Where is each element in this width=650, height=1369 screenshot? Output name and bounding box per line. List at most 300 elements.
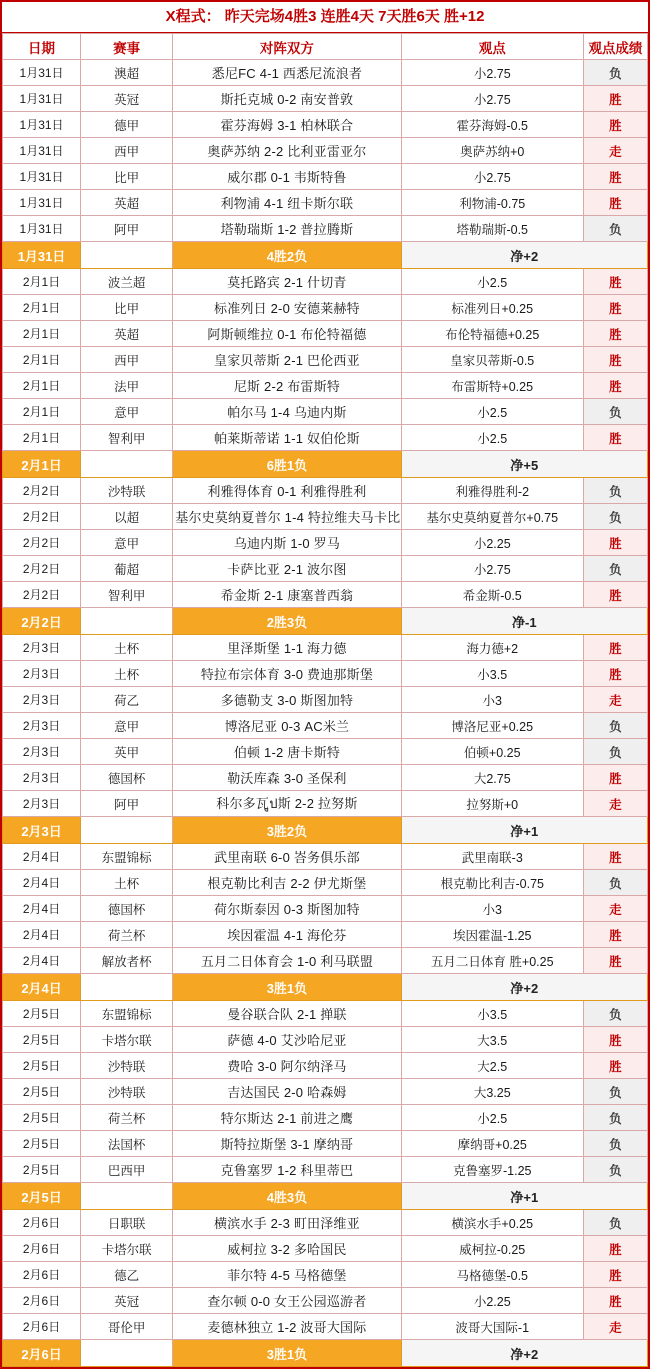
cell-result: 负 [583,504,647,530]
summary-spacer [81,1183,173,1210]
summary-stat: 2胜3负 [173,608,401,635]
cell-result: 胜 [583,661,647,687]
cell-result: 负 [583,1157,647,1183]
cell-match: 卡萨比亚 2-1 波尔图 [173,556,401,582]
cell-league: 东盟锦标 [81,844,173,870]
cell-date: 2月5日 [3,1131,81,1157]
table-row [3,922,648,948]
table-row [3,582,648,608]
summary-stat: 3胜2负 [173,817,401,844]
cell-league: 日职联 [81,1210,173,1236]
cell-date: 2月5日 [3,1105,81,1131]
cell-league: 西甲 [81,347,173,373]
summary-date: 1月31日 [3,242,81,269]
page-title: X程式： 昨天完场4胜3 连胜4天 7天胜6天 胜+12 [2,2,648,33]
cell-view: 小3 [401,896,583,922]
cell-match: 曼谷联合队 2-1 掸联 [173,1001,401,1027]
cell-match: 荷尔斯泰因 0-3 斯图加特 [173,896,401,922]
cell-match: 博洛尼亚 0-3 AC米兰 [173,713,401,739]
cell-league: 英超 [81,321,173,347]
table-row [3,373,648,399]
cell-result: 负 [583,399,647,425]
table-row [3,791,648,817]
table-row [3,765,648,791]
cell-result: 胜 [583,86,647,112]
table-row [3,530,648,556]
table-row [3,948,648,974]
cell-view: 利物浦-0.75 [401,190,583,216]
cell-result: 胜 [583,1053,647,1079]
cell-match: 标准列日 2-0 安德莱赫特 [173,295,401,321]
cell-result: 胜 [583,765,647,791]
cell-league: 土杯 [81,870,173,896]
cell-date: 2月2日 [3,530,81,556]
cell-league: 法国杯 [81,1131,173,1157]
cell-date: 2月3日 [3,635,81,661]
cell-match: 斯托克城 0-2 南安普敦 [173,86,401,112]
cell-match: 克鲁塞罗 1-2 科里蒂巴 [173,1157,401,1183]
table-row [3,295,648,321]
cell-result: 胜 [583,1027,647,1053]
summary-net: 净+2 [401,242,647,269]
cell-league: 德国杯 [81,765,173,791]
cell-view: 拉努斯+0 [401,791,583,817]
cell-date: 2月5日 [3,1157,81,1183]
cell-date: 2月3日 [3,661,81,687]
cell-match: 费哈 3-0 阿尔纳泽马 [173,1053,401,1079]
summary-spacer [81,451,173,478]
cell-league: 荷兰杯 [81,1105,173,1131]
cell-result: 负 [583,1210,647,1236]
cell-result: 负 [583,1001,647,1027]
table-row [3,1079,648,1105]
summary-spacer [81,817,173,844]
table-row [3,1027,648,1053]
cell-league: 东盟锦标 [81,1001,173,1027]
cell-result: 胜 [583,530,647,556]
summary-net: 净+2 [401,974,647,1001]
cell-match: 多德勒支 3-0 斯图加特 [173,687,401,713]
cell-match: 横滨水手 2-3 町田泽维亚 [173,1210,401,1236]
cell-view: 利雅得胜利-2 [401,478,583,504]
table-row [3,661,648,687]
cell-match: 霍芬海姆 3-1 柏林联合 [173,112,401,138]
summary-stat: 4胜2负 [173,242,401,269]
cell-result: 负 [583,1105,647,1131]
cell-match: 麦德林独立 1-2 波哥大国际 [173,1314,401,1340]
table-row [3,1105,648,1131]
cell-match: 五月二日体育会 1-0 利马联盟 [173,948,401,974]
cell-result: 胜 [583,1262,647,1288]
table-row [3,844,648,870]
cell-date: 2月2日 [3,478,81,504]
cell-view: 小3.5 [401,1001,583,1027]
cell-match: 利雅得体育 0-1 利雅得胜利 [173,478,401,504]
cell-match: 奥萨苏纳 2-2 比利亚雷亚尔 [173,138,401,164]
cell-result: 胜 [583,582,647,608]
cell-view: 小2.5 [401,399,583,425]
cell-view: 大3.25 [401,1079,583,1105]
cell-view: 伯顿+0.25 [401,739,583,765]
table-row [3,504,648,530]
summary-net: 净+5 [401,451,647,478]
summary-spacer [81,1340,173,1367]
cell-league: 西甲 [81,138,173,164]
summary-stat: 4胜3负 [173,1183,401,1210]
cell-match: 塔勒瑞斯 1-2 普拉腾斯 [173,216,401,242]
cell-view: 小2.5 [401,269,583,295]
summary-row [3,242,648,269]
cell-league: 以超 [81,504,173,530]
cell-result: 负 [583,739,647,765]
cell-date: 2月1日 [3,399,81,425]
summary-net: 净-1 [401,608,647,635]
summary-row [3,451,648,478]
cell-date: 2月4日 [3,922,81,948]
table-row [3,1236,648,1262]
cell-view: 布雷斯特+0.25 [401,373,583,399]
cell-date: 2月6日 [3,1236,81,1262]
summary-row [3,1340,648,1367]
cell-match: 特拉布宗体育 3-0 费迪那斯堡 [173,661,401,687]
cell-date: 1月31日 [3,216,81,242]
cell-result: 负 [583,60,647,86]
cell-date: 1月31日 [3,138,81,164]
table-row [3,635,648,661]
summary-net: 净+2 [401,1340,647,1367]
cell-view: 埃因霍温-1.25 [401,922,583,948]
cell-view: 博洛尼亚+0.25 [401,713,583,739]
column-header-date: 日期 [3,34,81,60]
cell-date: 2月4日 [3,844,81,870]
cell-view: 克鲁塞罗-1.25 [401,1157,583,1183]
cell-league: 土杯 [81,635,173,661]
cell-view: 海力德+2 [401,635,583,661]
summary-spacer [81,242,173,269]
cell-league: 比甲 [81,295,173,321]
cell-match: 乌迪内斯 1-0 罗马 [173,530,401,556]
cell-match: 斯特拉斯堡 3-1 摩纳哥 [173,1131,401,1157]
table-row [3,399,648,425]
cell-date: 2月1日 [3,347,81,373]
table-row [3,216,648,242]
cell-match: 帕尔马 1-4 乌迪内斯 [173,399,401,425]
cell-date: 1月31日 [3,164,81,190]
cell-league: 荷兰杯 [81,922,173,948]
cell-date: 2月6日 [3,1262,81,1288]
cell-date: 2月2日 [3,504,81,530]
cell-league: 沙特联 [81,478,173,504]
cell-view: 小3.5 [401,661,583,687]
cell-league: 土杯 [81,661,173,687]
table-row [3,1210,648,1236]
cell-league: 德乙 [81,1262,173,1288]
table-row [3,556,648,582]
cell-result: 负 [583,216,647,242]
cell-league: 智利甲 [81,425,173,451]
cell-view: 大2.75 [401,765,583,791]
cell-match: 科尔多瓦ูป斯 2-2 拉努斯 [173,791,401,817]
cell-match: 利物浦 4-1 纽卡斯尔联 [173,190,401,216]
cell-view: 奥萨苏纳+0 [401,138,583,164]
cell-result: 胜 [583,635,647,661]
summary-row [3,608,648,635]
cell-match: 威柯拉 3-2 多哈国民 [173,1236,401,1262]
summary-date: 2月4日 [3,974,81,1001]
cell-result: 胜 [583,844,647,870]
cell-date: 2月4日 [3,870,81,896]
cell-view: 小2.25 [401,1288,583,1314]
cell-date: 2月1日 [3,269,81,295]
cell-date: 2月5日 [3,1079,81,1105]
cell-date: 2月3日 [3,791,81,817]
cell-match: 特尔斯达 2-1 前进之鹰 [173,1105,401,1131]
cell-date: 2月2日 [3,556,81,582]
cell-league: 智利甲 [81,582,173,608]
table-row [3,713,648,739]
summary-row [3,974,648,1001]
cell-league: 英甲 [81,739,173,765]
table-row [3,60,648,86]
cell-result: 负 [583,870,647,896]
cell-result: 胜 [583,321,647,347]
cell-match: 武里南联 6-0 峇务俱乐部 [173,844,401,870]
cell-result: 负 [583,478,647,504]
summary-date: 2月2日 [3,608,81,635]
cell-result: 走 [583,138,647,164]
cell-league: 意甲 [81,530,173,556]
cell-date: 2月5日 [3,1027,81,1053]
cell-view: 霍芬海姆-0.5 [401,112,583,138]
cell-result: 胜 [583,269,647,295]
cell-view: 大3.5 [401,1027,583,1053]
cell-league: 德国杯 [81,896,173,922]
cell-match: 莫托路宾 2-1 什切青 [173,269,401,295]
records-table [2,33,648,1367]
cell-league: 解放者杯 [81,948,173,974]
cell-date: 2月2日 [3,582,81,608]
table-row [3,1053,648,1079]
cell-result: 走 [583,896,647,922]
cell-view: 摩纳哥+0.25 [401,1131,583,1157]
cell-date: 1月31日 [3,190,81,216]
summary-stat: 3胜1负 [173,974,401,1001]
table-row [3,1001,648,1027]
cell-result: 胜 [583,425,647,451]
cell-result: 胜 [583,948,647,974]
cell-date: 2月1日 [3,425,81,451]
cell-match: 基尔史莫纳夏普尔 1-4 特拉维夫马卡比 [173,504,401,530]
table-row [3,138,648,164]
cell-result: 负 [583,556,647,582]
cell-league: 卡塔尔联 [81,1027,173,1053]
cell-match: 伯顿 1-2 唐卡斯特 [173,739,401,765]
cell-league: 澳超 [81,60,173,86]
summary-spacer [81,608,173,635]
cell-result: 胜 [583,1236,647,1262]
cell-league: 沙特联 [81,1079,173,1105]
cell-league: 意甲 [81,399,173,425]
table-row [3,269,648,295]
column-header-league: 赛事 [81,34,173,60]
cell-league: 哥伦甲 [81,1314,173,1340]
summary-net: 净+1 [401,817,647,844]
column-header-view: 观点 [401,34,583,60]
summary-date: 2月5日 [3,1183,81,1210]
cell-league: 阿甲 [81,216,173,242]
cell-league: 阿甲 [81,791,173,817]
cell-match: 勒沃库森 3-0 圣保利 [173,765,401,791]
cell-league: 意甲 [81,713,173,739]
cell-date: 2月1日 [3,295,81,321]
cell-date: 2月1日 [3,373,81,399]
table-row [3,1157,648,1183]
table-header-row [3,34,648,60]
cell-match: 里泽斯堡 1-1 海力德 [173,635,401,661]
cell-match: 尼斯 2-2 布雷斯特 [173,373,401,399]
cell-date: 1月31日 [3,86,81,112]
summary-stat: 3胜1负 [173,1340,401,1367]
cell-league: 波兰超 [81,269,173,295]
cell-view: 小2.25 [401,530,583,556]
cell-result: 胜 [583,373,647,399]
cell-league: 巴西甲 [81,1157,173,1183]
cell-view: 基尔史莫纳夏普尔+0.75 [401,504,583,530]
cell-view: 五月二日体育 胜+0.25 [401,948,583,974]
cell-match: 菲尔特 4-5 马格德堡 [173,1262,401,1288]
cell-result: 走 [583,687,647,713]
cell-result: 负 [583,1131,647,1157]
cell-result: 胜 [583,190,647,216]
cell-view: 根克勒比利吉-0.75 [401,870,583,896]
summary-row [3,1183,648,1210]
cell-match: 查尔顿 0-0 女王公园巡游者 [173,1288,401,1314]
cell-date: 2月3日 [3,713,81,739]
cell-league: 卡塔尔联 [81,1236,173,1262]
cell-date: 1月31日 [3,112,81,138]
cell-match: 帕莱斯蒂诺 1-1 奴伯伦斯 [173,425,401,451]
cell-league: 英冠 [81,1288,173,1314]
cell-date: 2月6日 [3,1210,81,1236]
table-row [3,478,648,504]
cell-date: 2月3日 [3,687,81,713]
cell-league: 葡超 [81,556,173,582]
cell-view: 威柯拉-0.25 [401,1236,583,1262]
cell-view: 小3 [401,687,583,713]
table-row [3,190,648,216]
cell-date: 2月4日 [3,896,81,922]
cell-view: 布伦特福德+0.25 [401,321,583,347]
table-row [3,425,648,451]
table-row [3,164,648,190]
cell-date: 1月31日 [3,60,81,86]
column-header-match: 对阵双方 [173,34,401,60]
cell-match: 阿斯顿维拉 0-1 布伦特福德 [173,321,401,347]
cell-match: 威尔郡 0-1 韦斯特鲁 [173,164,401,190]
cell-date: 2月1日 [3,321,81,347]
cell-date: 2月5日 [3,1053,81,1079]
cell-match: 埃因霍温 4-1 海伦芬 [173,922,401,948]
summary-stat: 6胜1负 [173,451,401,478]
cell-result: 胜 [583,112,647,138]
summary-date: 2月1日 [3,451,81,478]
cell-view: 小2.75 [401,60,583,86]
summary-spacer [81,974,173,1001]
cell-result: 胜 [583,347,647,373]
cell-league: 荷乙 [81,687,173,713]
cell-view: 希金斯-0.5 [401,582,583,608]
cell-result: 胜 [583,922,647,948]
table-row [3,112,648,138]
cell-date: 2月4日 [3,948,81,974]
cell-result: 负 [583,713,647,739]
cell-date: 2月5日 [3,1001,81,1027]
summary-date: 2月3日 [3,817,81,844]
cell-league: 法甲 [81,373,173,399]
cell-date: 2月3日 [3,765,81,791]
table-row [3,1314,648,1340]
table-row [3,687,648,713]
cell-view: 武里南联-3 [401,844,583,870]
cell-league: 德甲 [81,112,173,138]
table-row [3,347,648,373]
cell-date: 2月6日 [3,1288,81,1314]
cell-date: 2月3日 [3,739,81,765]
table-row [3,1131,648,1157]
summary-net: 净+1 [401,1183,647,1210]
cell-view: 小2.5 [401,425,583,451]
table-row [3,739,648,765]
summary-date: 2月6日 [3,1340,81,1367]
cell-view: 横滨水手+0.25 [401,1210,583,1236]
cell-view: 大2.5 [401,1053,583,1079]
table-row [3,1288,648,1314]
cell-view: 塔勒瑞斯-0.5 [401,216,583,242]
cell-result: 胜 [583,295,647,321]
cell-league: 英超 [81,190,173,216]
cell-league: 比甲 [81,164,173,190]
cell-match: 吉达国民 2-0 哈森姆 [173,1079,401,1105]
column-header-result: 观点成绩 [583,34,647,60]
cell-match: 悉尼FC 4-1 西悉尼流浪者 [173,60,401,86]
cell-view: 波哥大国际-1 [401,1314,583,1340]
summary-row [3,817,648,844]
cell-view: 小2.5 [401,1105,583,1131]
cell-match: 皇家贝蒂斯 2-1 巴伦西亚 [173,347,401,373]
cell-view: 小2.75 [401,556,583,582]
cell-result: 胜 [583,1288,647,1314]
cell-result: 走 [583,791,647,817]
cell-view: 皇家贝蒂斯-0.5 [401,347,583,373]
table-body [3,60,648,1367]
table-row [3,896,648,922]
table-row [3,321,648,347]
cell-date: 2月6日 [3,1314,81,1340]
cell-result: 走 [583,1314,647,1340]
cell-match: 根克勒比利吉 2-2 伊尤斯堡 [173,870,401,896]
cell-result: 胜 [583,164,647,190]
cell-view: 小2.75 [401,86,583,112]
table-row [3,86,648,112]
table-row [3,870,648,896]
cell-league: 英冠 [81,86,173,112]
cell-league: 沙特联 [81,1053,173,1079]
cell-result: 负 [583,1079,647,1105]
cell-view: 小2.75 [401,164,583,190]
cell-match: 萨德 4-0 艾沙哈尼亚 [173,1027,401,1053]
table-row [3,1262,648,1288]
cell-match: 希金斯 2-1 康塞普西翁 [173,582,401,608]
